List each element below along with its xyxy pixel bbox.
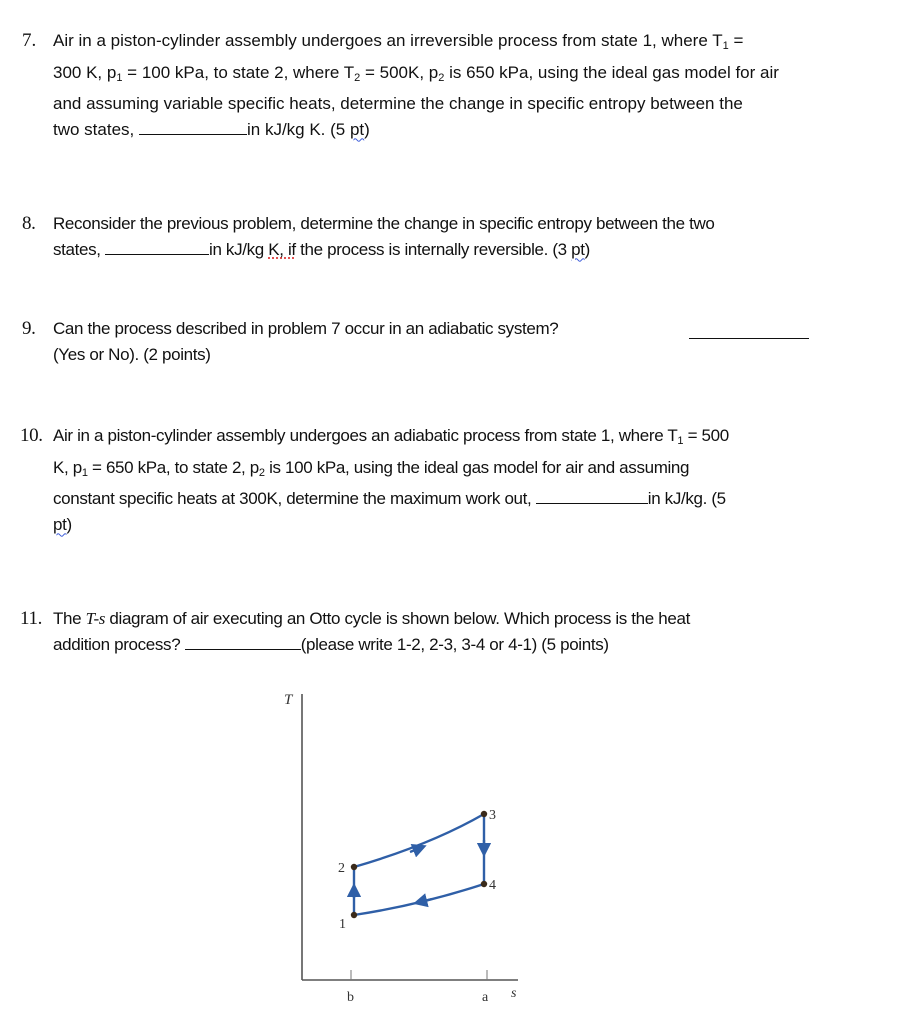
- answer-blank[interactable]: [536, 489, 648, 504]
- question-line: Can the process described in problem 7 occur in an adiabatic system?: [53, 319, 559, 338]
- state-label-4: 4: [489, 878, 496, 893]
- ts-diagram: [270, 680, 550, 1010]
- process-4-1: [354, 884, 484, 915]
- state-point-3: [481, 811, 487, 817]
- question-line: Air in a piston-cylinder assembly undergoes an irreversible process from state 1, where $T_1$ =: [53, 31, 744, 52]
- question-line: addition process? (please write 1-2, 2-3, 3-4 or 4-1) (5 points): [53, 634, 609, 654]
- question-8: [22, 211, 882, 262]
- question-11: [22, 606, 882, 657]
- question-10: [22, 423, 882, 537]
- question-line: Air in a piston-cylinder assembly undergoes an adiabatic process from state 1, where $T_1 = 500$: [53, 426, 729, 447]
- state-point-1: [351, 912, 357, 918]
- question-number: 9.: [22, 318, 36, 339]
- answer-blank[interactable]: [139, 120, 247, 135]
- question-line: constant specific heats at 300K, determine the maximum work out, in kJ/kg. (5: [53, 489, 726, 508]
- y-axis-label: T: [284, 692, 293, 708]
- state-label-3: 3: [489, 808, 496, 823]
- state-label-2: 2: [338, 861, 345, 876]
- question-9: [22, 316, 882, 367]
- question-number: 8.: [22, 213, 36, 234]
- process-2-3: [354, 814, 484, 867]
- state-point-4: [481, 881, 487, 887]
- question-number: 7.: [22, 30, 37, 51]
- x-axis-label: s: [511, 986, 517, 1001]
- question-number: 10.: [20, 425, 43, 446]
- question-line: states, in kJ/kg K, if the process is internally reversible. (3 pt): [53, 239, 590, 259]
- question-number: 11.: [20, 608, 42, 629]
- state-label-1: 1: [339, 917, 346, 932]
- question-line: Reconsider the previous problem, determine the change in specific entropy between the two: [53, 214, 715, 233]
- question-line: K, $p_1 = 650$ kPa, to state 2, $p_2$ is 100 kPa, using the ideal gas model for air and assuming: [53, 457, 690, 479]
- question-line: and assuming variable specific heats, determine the change in specific entropy between the: [53, 94, 743, 113]
- answer-blank[interactable]: [105, 240, 209, 255]
- x-tick-b: b: [347, 990, 354, 1005]
- answer-blank[interactable]: [689, 338, 809, 339]
- question-line: 300 K, $p_1 = 100$ kPa, to state 2, where $T_2 = 500K$, $p_2$ is 650 kPa, using the ideal gas model for air: [53, 62, 779, 84]
- question-line: pt): [53, 514, 72, 534]
- question-line: (Yes or No). (2 points): [53, 344, 211, 364]
- question-line: The T-s diagram of air executing an Otto cycle is shown below. Which process is the heat: [53, 609, 690, 628]
- answer-blank[interactable]: [185, 635, 301, 650]
- x-tick-a: a: [482, 990, 489, 1005]
- state-point-2: [351, 864, 357, 870]
- question-line: two states, in kJ/kg K. (5 pt): [53, 119, 370, 139]
- question-7: [22, 28, 882, 142]
